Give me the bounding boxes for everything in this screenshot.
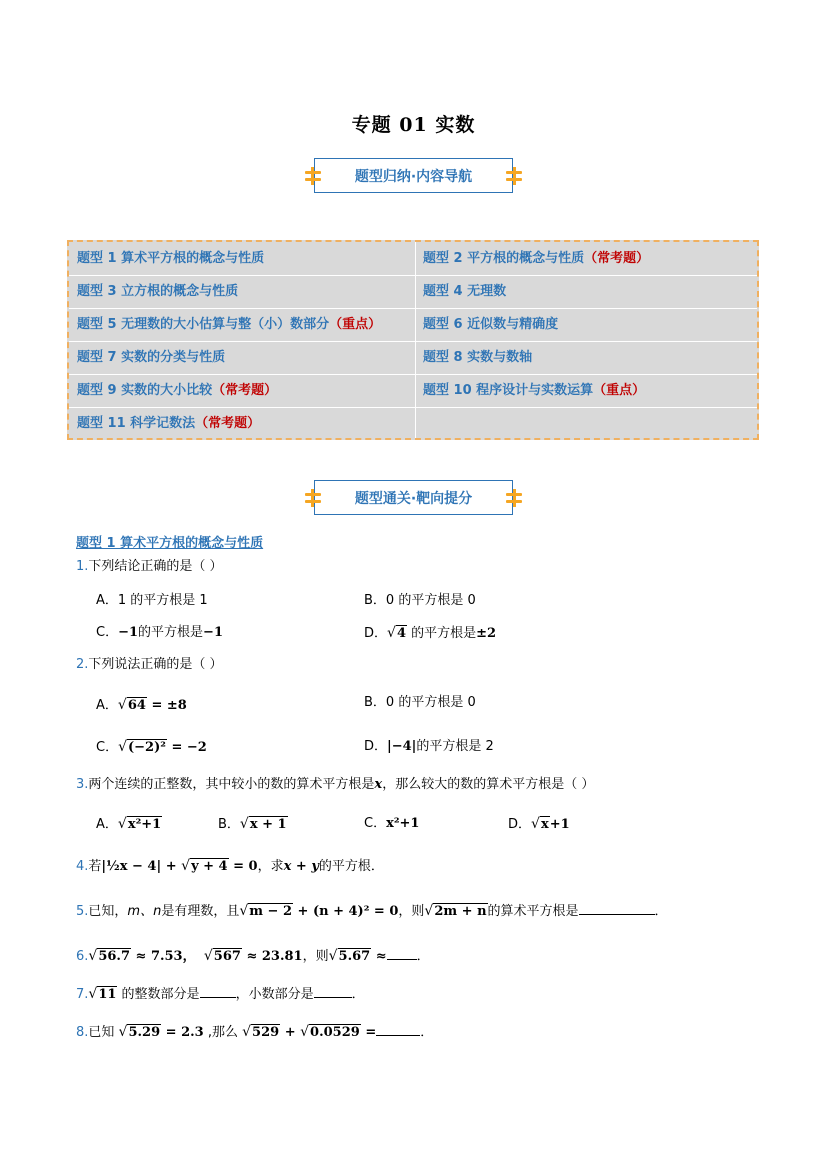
nav-row (69, 374, 757, 408)
nav-link[interactable]: 题型 8 实数与数轴 (423, 350, 533, 365)
answer-blank[interactable] (387, 945, 417, 960)
question-3: 3.两个连续的正整数，其中较小的数的算术平方根是x，那么较大的数的算术平方根是（ ） (76, 777, 595, 792)
section-banner-navigation (314, 158, 513, 193)
answer-blank[interactable] (376, 1021, 420, 1036)
answer-blank[interactable] (314, 983, 352, 998)
option-c: C．√(−2)² = −2 (96, 739, 207, 755)
nav-link[interactable]: 题型 4 无理数 (423, 284, 507, 299)
question-7: 7.√11 的整数部分是 ，小数部分是 ． (76, 983, 365, 1004)
option-d: D．√x+1 (508, 816, 570, 832)
nav-row (69, 407, 757, 440)
nav-link[interactable]: 题型 3 立方根的概念与性质 (77, 284, 239, 299)
page-title: 专题 01 实数 (351, 114, 476, 136)
option-b: B．0 的平方根是 0 (364, 695, 476, 710)
option-d: D．√4 的平方根是±2 (364, 625, 497, 641)
section-banner-practice (314, 480, 513, 515)
section-heading[interactable]: 题型 1 算术平方根的概念与性质 (76, 536, 264, 551)
nav-row (69, 242, 757, 276)
nav-link[interactable]: 题型 5 无理数的大小估算与整（小）数部分（重点） (77, 317, 382, 332)
nav-link[interactable]: 题型 2 平方根的概念与性质（常考题） (423, 251, 650, 266)
nav-link[interactable]: 题型 9 实数的大小比较（常考题） (77, 383, 278, 398)
nav-link[interactable]: 题型 6 近似数与精确度 (423, 317, 559, 332)
nav-link[interactable]: 题型 10 程序设计与实数运算（重点） (423, 383, 646, 398)
option-a: A．√x²+1 (96, 816, 162, 832)
nav-row (69, 275, 757, 309)
answer-blank[interactable] (200, 983, 236, 998)
banner-label: 题型归纳·内容导航 (354, 168, 473, 185)
question-4: 4.若|½x − 4| + √y + 4 = 0，求x + y的平方根． (76, 858, 384, 874)
option-c: C．−1的平方根是−1 (96, 625, 223, 640)
question-1: 1.下列结论正确的是（ ） (76, 559, 223, 574)
nav-link[interactable]: 题型 1 算术平方根的概念与性质 (77, 251, 265, 266)
question-8: 8.已知 √5.29 = 2.3 ,那么 √529 + √0.0529 = ． (76, 1021, 433, 1042)
nav-row (69, 341, 757, 375)
option-a: A．√64 = ±8 (96, 697, 187, 713)
question-5: 5.已知，m、n是有理数，且√m − 2 + (n + 4)² = 0，则√2m + n的算术平方根是 ． (76, 900, 668, 921)
option-a: A．1 的平方根是 1 (96, 593, 208, 608)
banner-label: 题型通关·靶向提分 (354, 490, 473, 507)
banner-decoration-icon (305, 167, 321, 185)
banner-decoration-icon (506, 167, 522, 185)
option-b: B．0 的平方根是 0 (364, 593, 476, 608)
nav-link[interactable]: 题型 7 实数的分类与性质 (77, 350, 226, 365)
answer-blank[interactable] (579, 900, 655, 915)
option-c: C．x²+1 (364, 816, 420, 831)
banner-decoration-icon (305, 489, 321, 507)
nav-row (69, 308, 757, 342)
question-6: 6.√56.7 ≈ 7.53， √567 ≈ 23.81，则√5.67 ≈ ． (76, 945, 430, 966)
option-b: B．√x + 1 (218, 816, 287, 832)
option-d: D．|−4|的平方根是 2 (364, 739, 494, 754)
topic-navigation-table (67, 240, 759, 440)
nav-link[interactable]: 题型 11 科学记数法（常考题） (77, 416, 261, 431)
banner-decoration-icon (506, 489, 522, 507)
question-2: 2.下列说法正确的是（ ） (76, 657, 223, 672)
